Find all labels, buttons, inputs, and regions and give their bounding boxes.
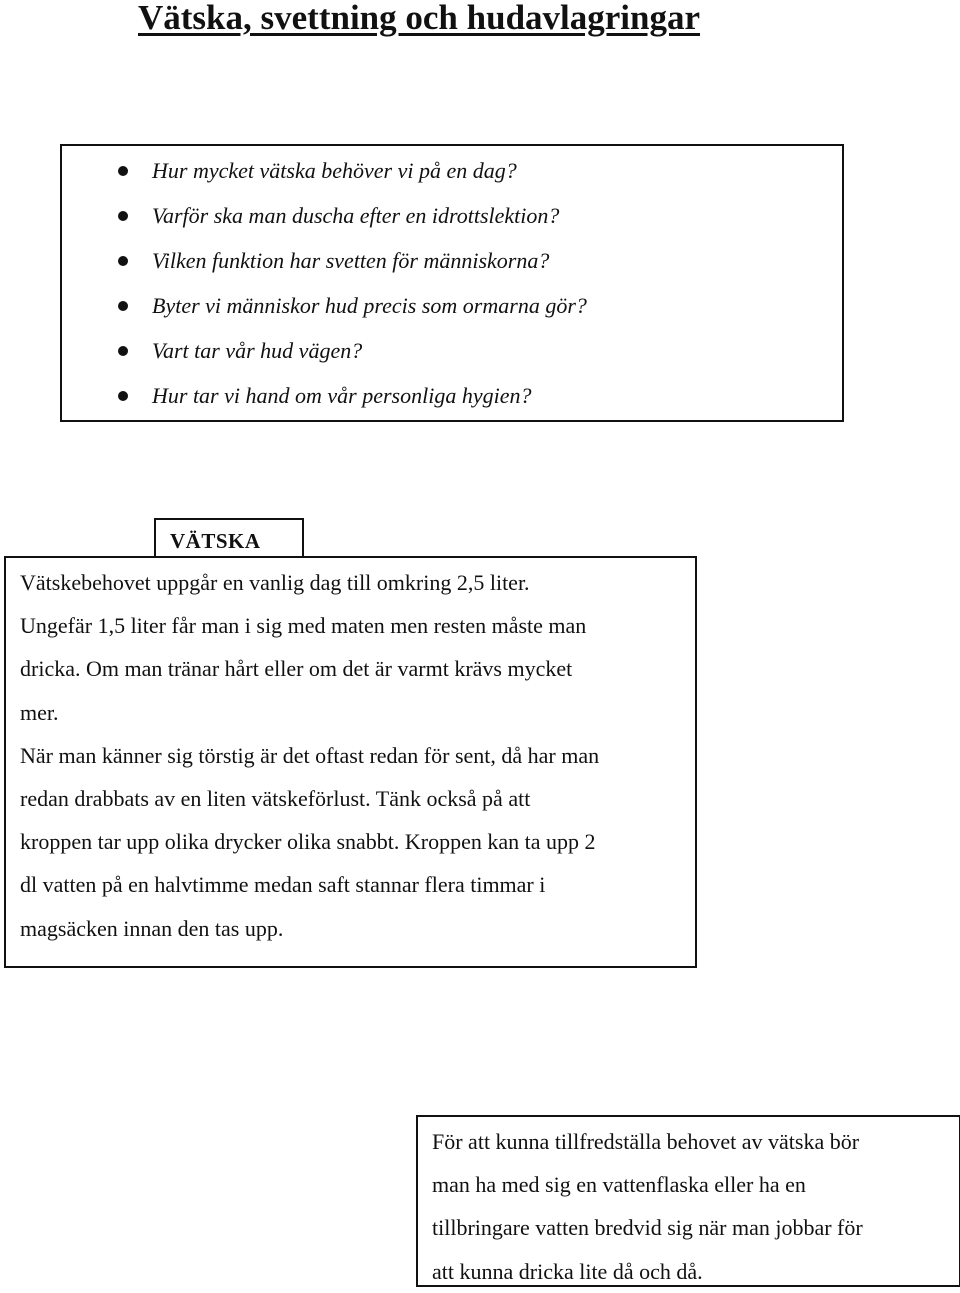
text-line: Vätskebehovet uppgår en vanlig dag till omkring 2,5 liter. [20, 570, 530, 595]
text-line: kroppen tar upp olika drycker olika snabbt. Kroppen kan ta upp 2 [20, 829, 596, 855]
question-text: Byter vi människor hud precis som ormarna gör? [152, 293, 587, 318]
bullet-icon [118, 256, 128, 266]
question-item [62, 289, 842, 334]
bullet-icon [118, 166, 128, 176]
question-item [62, 244, 842, 289]
page-title: Vätska, svettning och hudavlagringar [138, 0, 701, 37]
question-text: Vilken funktion har svetten för människorna? [152, 248, 550, 273]
tip-text [432, 1120, 947, 1293]
bullet-icon [118, 391, 128, 401]
text-line: man ha med sig en vattenflaska eller ha en [432, 1172, 806, 1198]
text-line: För att kunna tillfredställa behovet av vätska bör [432, 1129, 860, 1154]
tip-box [416, 1115, 960, 1287]
fluid-section-text [20, 561, 690, 950]
questions-list [62, 154, 842, 424]
text-line: dl vatten på en halvtimme medan saft stannar flera timmar i [20, 872, 546, 898]
bullet-icon [118, 301, 128, 311]
text-line: att kunna dricka lite då och då. [432, 1258, 703, 1284]
bullet-icon [118, 346, 128, 356]
question-item [62, 334, 842, 379]
question-text: Varför ska man duscha efter en idrottslektion? [152, 203, 560, 228]
question-text: Vart tar vår hud vägen? [152, 338, 363, 363]
question-item [62, 154, 842, 199]
text-line: magsäcken innan den tas upp. [20, 915, 284, 941]
question-text: Hur tar vi hand om vår personliga hygien? [152, 383, 532, 408]
question-item [62, 199, 842, 244]
section-heading: VÄTSKA [170, 529, 261, 553]
text-line: redan drabbats av en liten vätskeförlust. Tänk också på att [20, 786, 531, 812]
fluid-section-box [4, 556, 697, 968]
question-item [62, 379, 842, 424]
text-line: När man känner sig törstig är det oftast redan för sent, då har man [20, 742, 600, 768]
text-line: mer. [20, 699, 59, 725]
text-line: dricka. Om man tränar hårt eller om det är varmt krävs mycket [20, 656, 573, 682]
text-line: tillbringare vatten bredvid sig när man jobbar för [432, 1215, 863, 1241]
question-text: Hur mycket vätska behöver vi på en dag? [152, 158, 517, 183]
text-line: Ungefär 1,5 liter får man i sig med maten men resten måste man [20, 613, 587, 639]
questions-box [60, 144, 844, 422]
bullet-icon [118, 211, 128, 221]
